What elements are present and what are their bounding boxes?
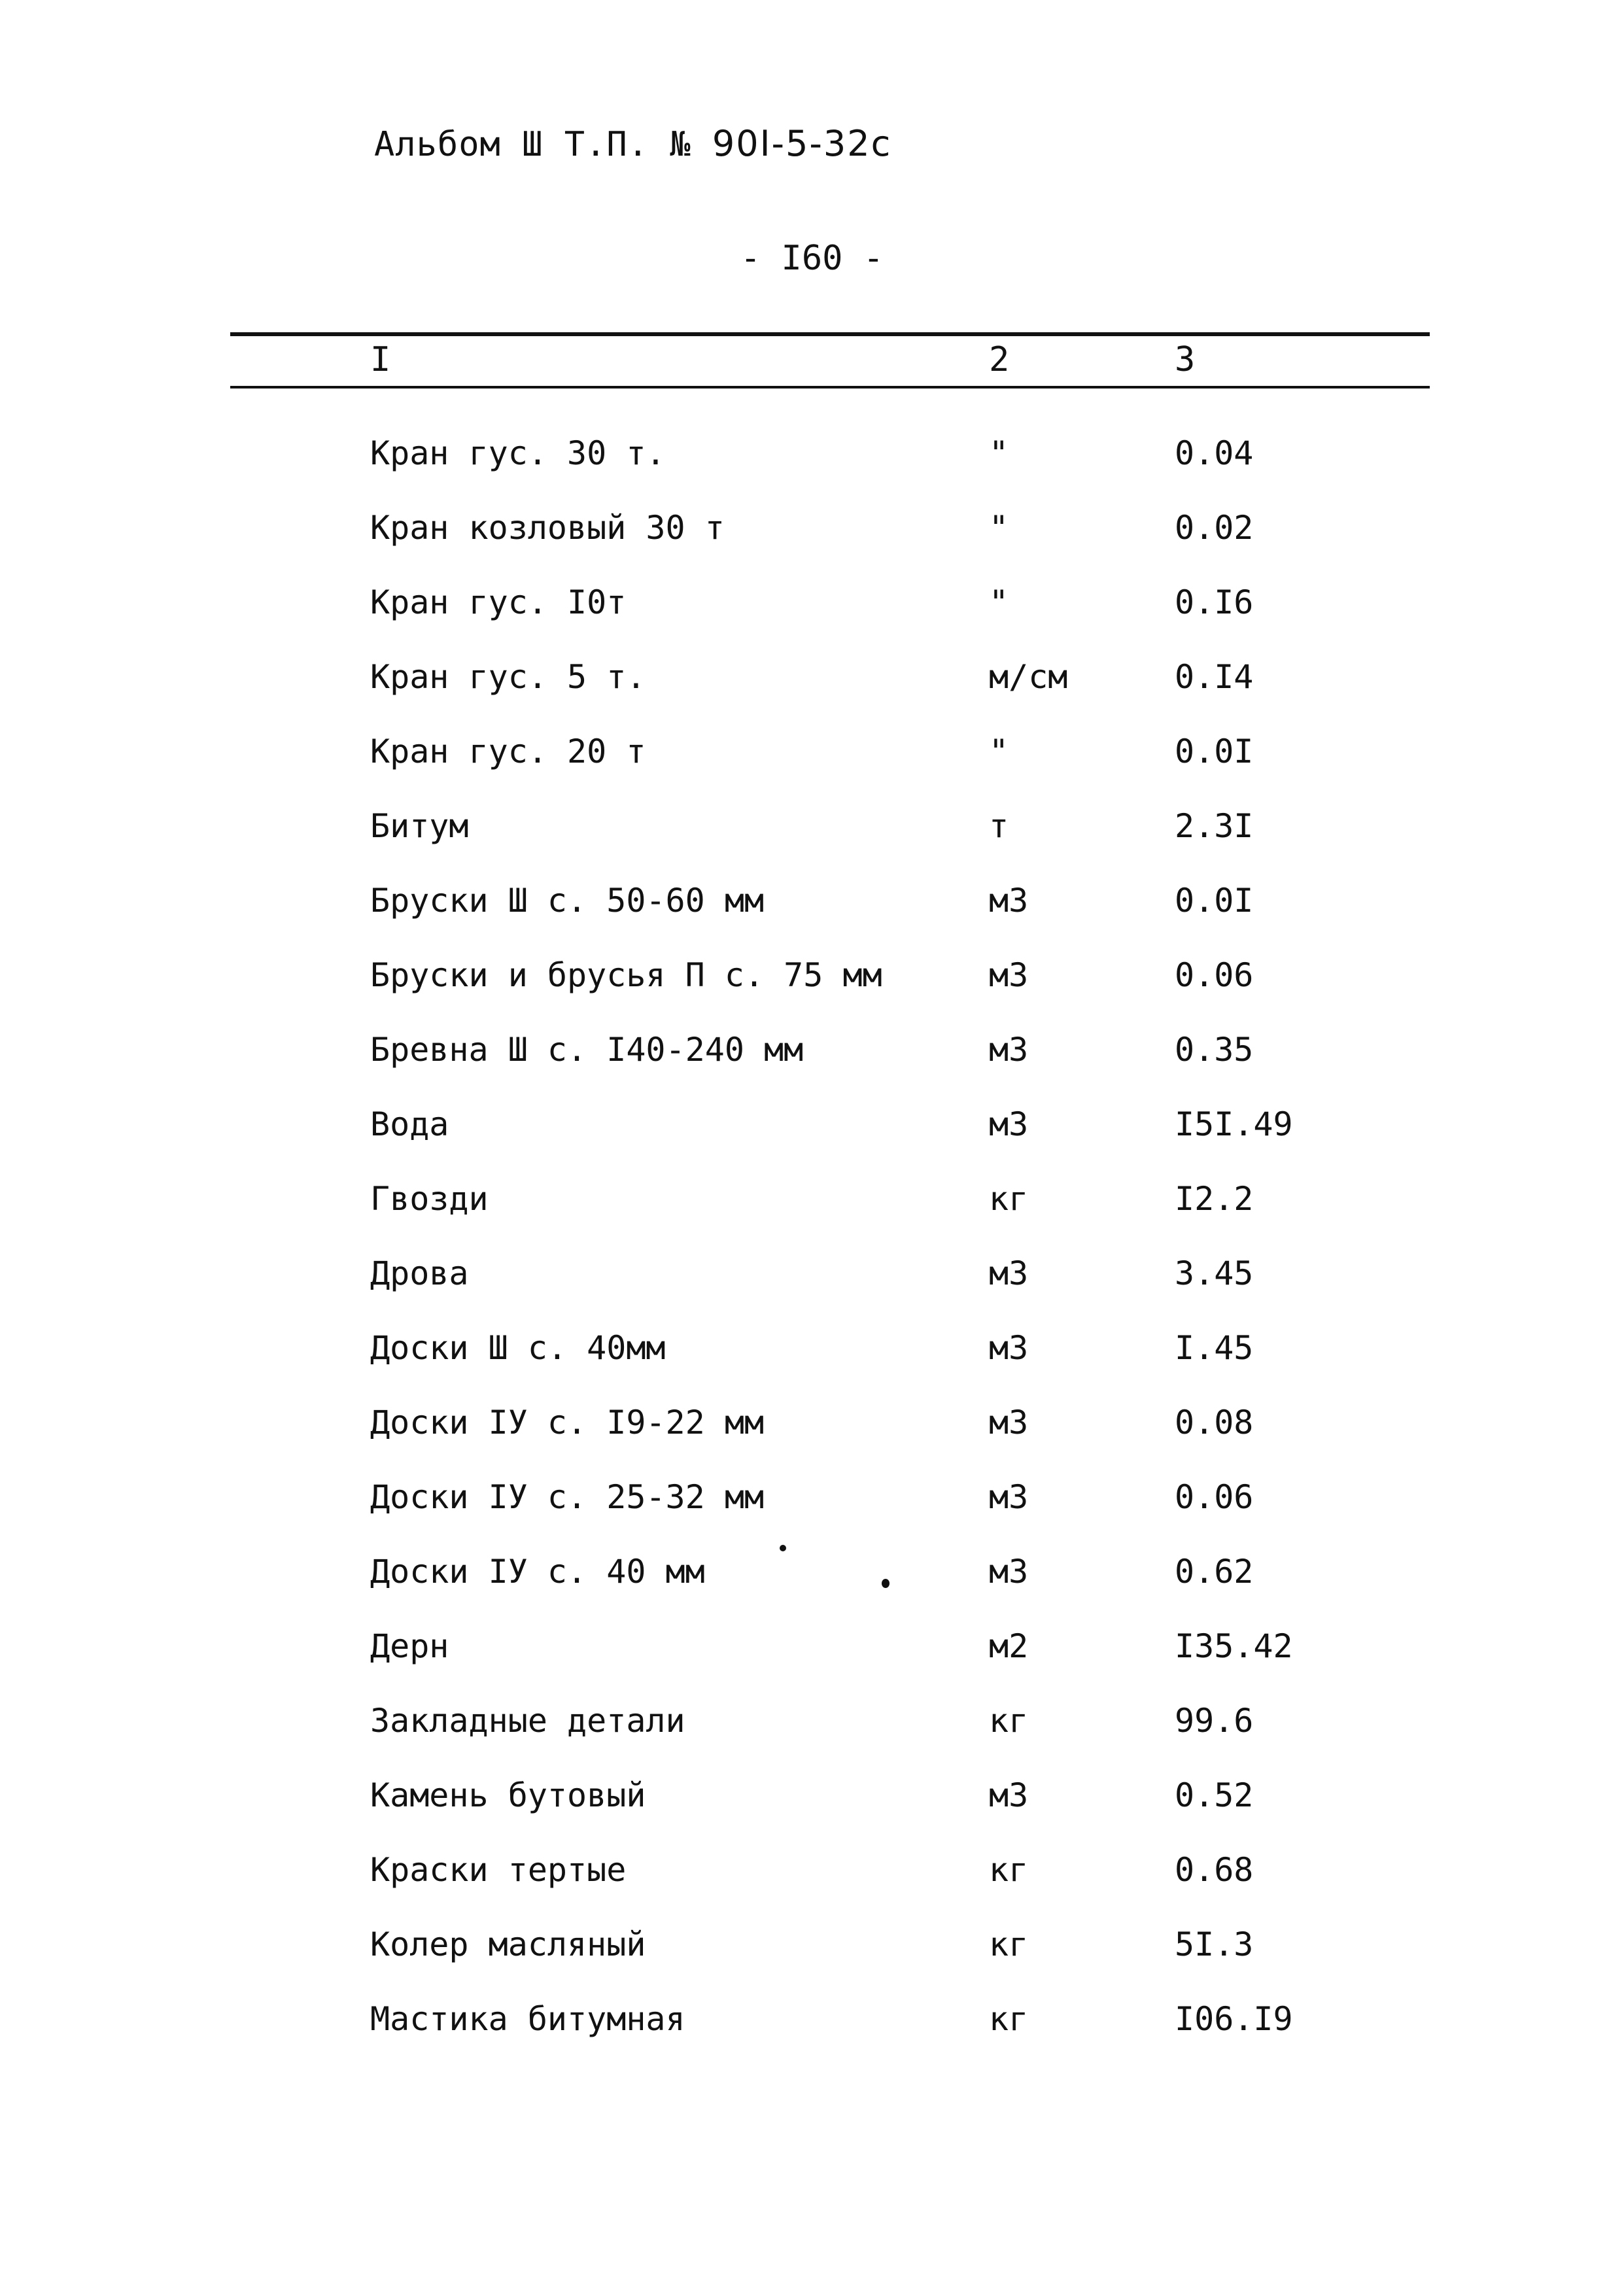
material-quantity: 0.08	[1175, 1404, 1254, 1441]
material-unit: кг	[989, 1702, 1029, 1740]
table-row	[0, 1848, 1624, 1923]
material-quantity: I06.I9	[1175, 2000, 1293, 2038]
material-unit: т	[989, 807, 1009, 845]
table-row	[0, 1401, 1624, 1475]
material-name: Бруски и брусья П с. 75 мм	[370, 956, 882, 994]
material-quantity: I5I.49	[1175, 1105, 1293, 1143]
material-name: Колер масляный	[370, 1925, 646, 1963]
material-quantity: 0.35	[1175, 1031, 1254, 1069]
material-name: Краски тертые	[370, 1851, 627, 1889]
material-unit: м3	[989, 1031, 1029, 1069]
material-quantity: 5I.3	[1175, 1925, 1254, 1963]
material-unit: м2	[989, 1627, 1029, 1665]
column-header-unit: 2	[989, 340, 1010, 379]
material-unit: м3	[989, 956, 1029, 994]
material-quantity: 2.3I	[1175, 807, 1254, 845]
material-unit: м3	[989, 1553, 1029, 1591]
material-unit: м3	[989, 1776, 1029, 1814]
table-row	[0, 1550, 1624, 1625]
material-name: Кран гус. 5 т.	[370, 658, 646, 696]
material-unit: кг	[989, 1851, 1029, 1889]
material-quantity: 0.02	[1175, 509, 1254, 547]
material-quantity: I35.42	[1175, 1627, 1293, 1665]
table-row	[0, 1625, 1624, 1699]
material-name: Закладные детали	[370, 1702, 685, 1740]
material-quantity: I2.2	[1175, 1180, 1254, 1218]
material-name: Кран гус. I0т	[370, 583, 627, 621]
table-row	[0, 1177, 1624, 1252]
material-name: Гвозди	[370, 1180, 489, 1218]
material-unit: "	[989, 434, 1009, 472]
material-name: Бревна Ш с. I40-240 мм	[370, 1031, 804, 1069]
column-header-name: I	[370, 340, 391, 379]
material-unit: кг	[989, 1180, 1029, 1218]
table-row	[0, 730, 1624, 804]
material-unit: "	[989, 583, 1009, 621]
material-name: Битум	[370, 807, 469, 845]
materials-table-body	[0, 432, 1624, 2072]
material-quantity: I.45	[1175, 1329, 1254, 1367]
material-unit: м3	[989, 1105, 1029, 1143]
material-quantity: 0.52	[1175, 1776, 1254, 1814]
column-header-quantity: 3	[1175, 340, 1196, 379]
table-row	[0, 1923, 1624, 1997]
material-name: Камень бутовый	[370, 1776, 646, 1814]
page-number: - I60 -	[740, 239, 884, 278]
material-quantity: 0.62	[1175, 1553, 1254, 1591]
material-name: Мастика битумная	[370, 2000, 685, 2038]
table-row	[0, 655, 1624, 730]
material-unit: кг	[989, 1925, 1029, 1963]
material-unit: м/см	[989, 658, 1068, 696]
album-reference-number: 90I-5-32с	[712, 123, 892, 164]
table-row	[0, 954, 1624, 1028]
table-row	[0, 804, 1624, 879]
material-unit: "	[989, 509, 1009, 547]
material-unit: м3	[989, 1329, 1029, 1367]
material-quantity: 0.0I	[1175, 733, 1254, 770]
material-quantity: 0.68	[1175, 1851, 1254, 1889]
table-row	[0, 1997, 1624, 2072]
material-name: Дрова	[370, 1254, 469, 1292]
scan-speck	[780, 1545, 786, 1551]
material-quantity: 99.6	[1175, 1702, 1254, 1740]
table-row	[0, 506, 1624, 581]
table-row	[0, 1475, 1624, 1550]
material-name: Кран козловый 30 т	[370, 509, 725, 547]
material-quantity: 3.45	[1175, 1254, 1254, 1292]
material-quantity: 0.06	[1175, 956, 1254, 994]
table-row	[0, 1774, 1624, 1848]
table-header-rule	[230, 386, 1430, 388]
material-quantity: 0.0I	[1175, 882, 1254, 920]
material-unit: м3	[989, 1404, 1029, 1441]
album-reference-prefix: Альбом Ш Т.П. №	[374, 125, 691, 164]
material-name: Бруски Ш с. 50-60 мм	[370, 882, 765, 920]
material-name: Доски IУ с. 25-32 мм	[370, 1478, 765, 1516]
material-unit: м3	[989, 1254, 1029, 1292]
material-name: Кран гус. 30 т.	[370, 434, 666, 472]
material-quantity: 0.I4	[1175, 658, 1254, 696]
scan-speck	[882, 1579, 890, 1588]
table-row	[0, 879, 1624, 954]
table-row	[0, 432, 1624, 506]
material-name: Доски IУ с. I9-22 мм	[370, 1404, 765, 1441]
material-quantity: 0.04	[1175, 434, 1254, 472]
table-row	[0, 581, 1624, 655]
material-name: Кран гус. 20 т	[370, 733, 646, 770]
material-unit: м3	[989, 882, 1029, 920]
material-name: Доски IУ с. 40 мм	[370, 1553, 705, 1591]
material-unit: "	[989, 733, 1009, 770]
table-row	[0, 1699, 1624, 1774]
album-reference	[374, 123, 891, 164]
table-row	[0, 1028, 1624, 1103]
material-name: Доски Ш с. 40мм	[370, 1329, 666, 1367]
material-quantity: 0.06	[1175, 1478, 1254, 1516]
table-row	[0, 1103, 1624, 1177]
material-unit: кг	[989, 2000, 1029, 2038]
material-name: Вода	[370, 1105, 449, 1143]
table-row	[0, 1252, 1624, 1326]
material-unit: м3	[989, 1478, 1029, 1516]
table-row	[0, 1326, 1624, 1401]
table-top-rule	[230, 332, 1430, 336]
material-name: Дерн	[370, 1627, 449, 1665]
material-quantity: 0.I6	[1175, 583, 1254, 621]
